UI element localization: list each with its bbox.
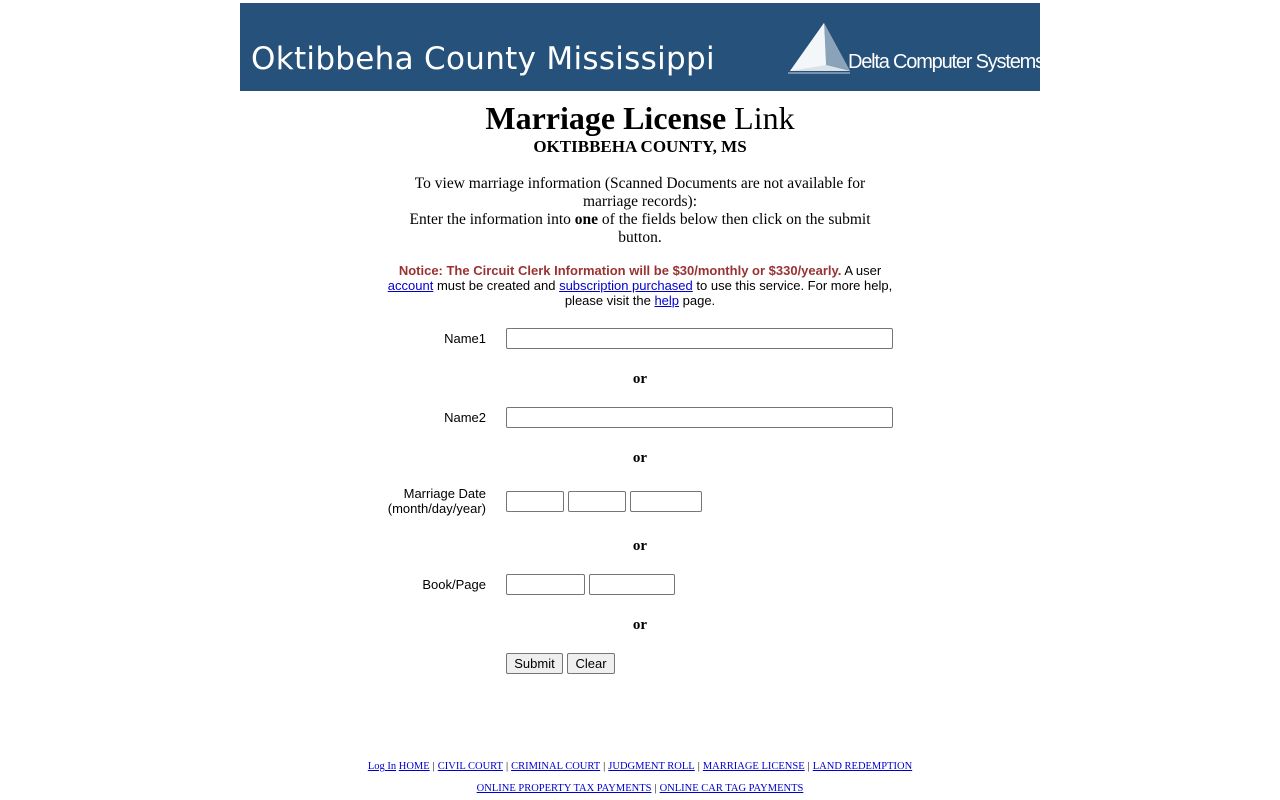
year-input[interactable]: [630, 491, 702, 512]
pyramid-logo-icon: [782, 21, 852, 77]
notice-text2: must be created and: [433, 278, 560, 293]
subscription-link[interactable]: subscription purchased: [559, 278, 693, 293]
notice-price: Notice: The Circuit Clerk Information will be $30/monthly or $330/yearly.: [398, 263, 842, 278]
delta-brand-name: Delta Computer Systems, Inc.: [848, 51, 1081, 73]
page-title-bold: Marriage License: [485, 100, 727, 136]
or-separator: or: [632, 450, 648, 466]
footer-separator: |: [505, 761, 509, 772]
notice-text1: A user: [841, 263, 882, 278]
footer-link-home[interactable]: HOME: [398, 761, 430, 772]
instructions: [390, 175, 890, 247]
submit-button[interactable]: Submit: [506, 653, 563, 674]
footer-separator: |: [603, 761, 606, 772]
name1-label: Name1: [444, 331, 486, 346]
login-link[interactable]: Log In: [367, 761, 397, 772]
footer-link-civil-court[interactable]: CIVIL COURT: [437, 761, 503, 772]
name2-input[interactable]: [506, 407, 893, 428]
book-input[interactable]: [506, 574, 585, 595]
instructions-line2-bold: one: [574, 211, 599, 228]
name2-label: Name2: [444, 410, 486, 425]
footer-link-criminal-court[interactable]: CRIMINAL COURT: [511, 761, 601, 772]
page-input[interactable]: [589, 574, 675, 595]
county-title: Oktibbeha County Mississippi: [251, 41, 715, 77]
footer-separator: |: [654, 783, 657, 794]
notice-text4: page.: [679, 293, 716, 308]
footer-link-land-redemption[interactable]: LAND REDEMPTION: [812, 761, 913, 772]
footer-link-marriage-license[interactable]: MARRIAGE LICENSE: [702, 761, 805, 772]
notice: [380, 263, 900, 308]
month-input[interactable]: [506, 491, 564, 512]
instructions-line2-post: of the fields below then click on the submit button.: [598, 211, 871, 246]
book-page-label: Book/Page: [422, 577, 486, 592]
page-title-rest: Link: [726, 100, 795, 136]
or-separator: or: [632, 371, 648, 387]
site-banner: [240, 3, 1081, 91]
or-separator: or: [632, 538, 648, 554]
help-link[interactable]: help: [654, 293, 680, 308]
account-link[interactable]: account: [387, 278, 434, 293]
marriage-date-label-line2: (month/day/year): [387, 501, 486, 516]
or-separator: or: [632, 617, 648, 633]
name1-input[interactable]: [506, 328, 893, 349]
marriage-date-label: [226, 486, 486, 516]
marriage-date-label-line1: Marriage Date: [403, 486, 486, 501]
clear-button[interactable]: Clear: [567, 653, 615, 674]
day-input[interactable]: [568, 491, 626, 512]
instructions-line2-pre: Enter the information into: [409, 211, 575, 228]
footer-separator: |: [432, 761, 435, 772]
footer-link-car-tag[interactable]: ONLINE CAR TAG PAYMENTS: [659, 783, 804, 794]
page-subtitle: OKTIBBEHA COUNTY, MS: [533, 137, 747, 156]
footer-separator: |: [807, 761, 810, 772]
notice-text3: to use this service. For more help, please visit the: [564, 278, 893, 308]
page-title: [0, 98, 1280, 138]
footer-link-judgment-roll[interactable]: JUDGMENT ROLL: [608, 761, 695, 772]
footer-nav-row1: [0, 760, 1280, 774]
footer-separator: |: [697, 761, 700, 772]
footer-nav-row2: [0, 782, 1280, 796]
footer-link-property-tax[interactable]: ONLINE PROPERTY TAX PAYMENTS: [476, 783, 652, 794]
instructions-line1: To view marriage information (Scanned Documents are not available for marriage records):: [414, 175, 866, 210]
